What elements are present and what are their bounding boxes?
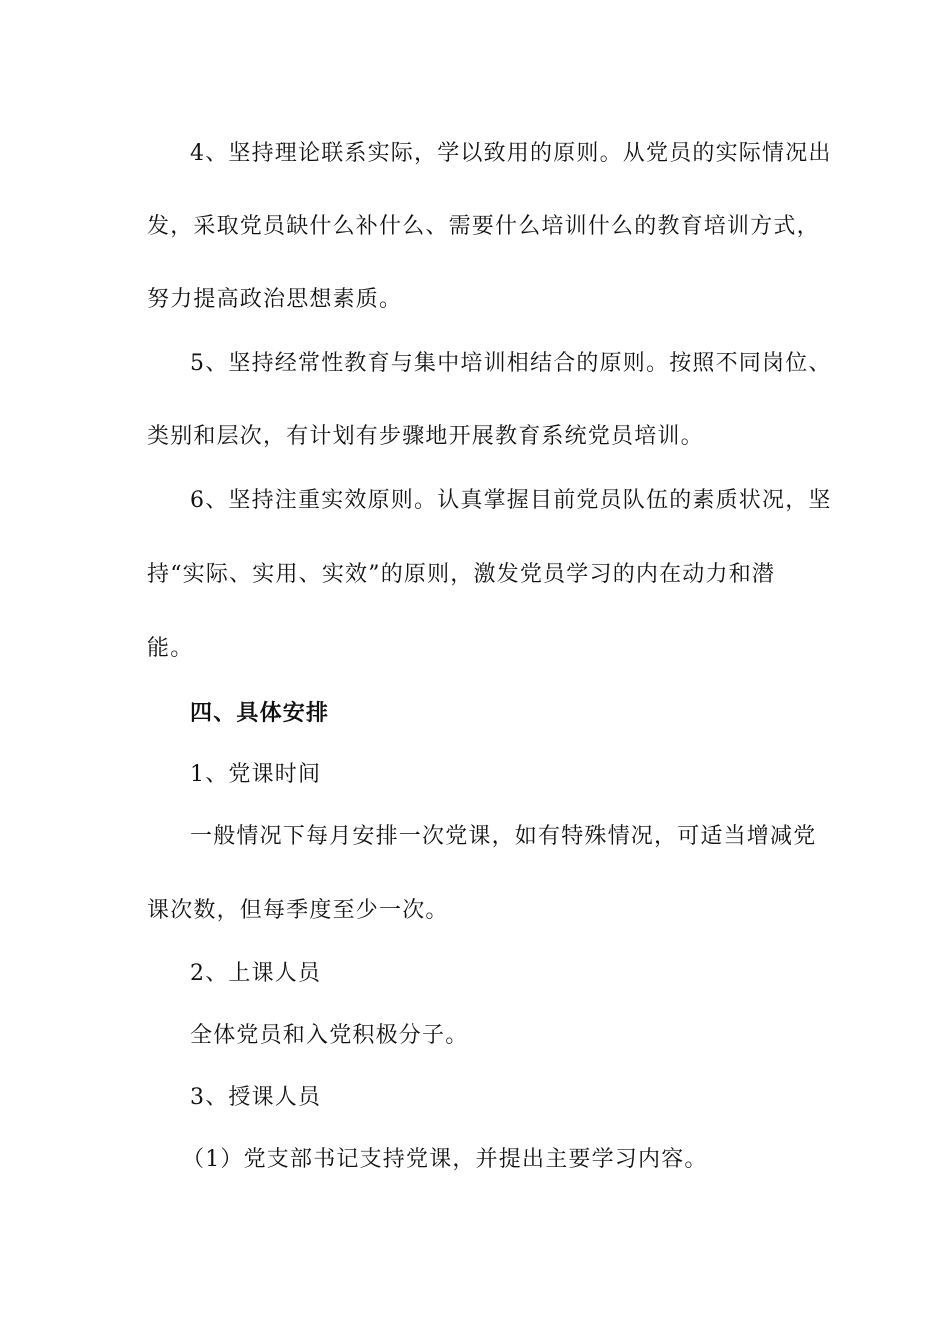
paragraph-line: 能。 [147,636,194,661]
section-heading: 四、具体安排 [190,701,330,726]
paragraph-line: 类别和层次，有计划有步骤地开展教育系统党员培训。 [147,424,704,449]
paragraph-line: 持“实际、实用、实效”的原则，激发党员学习的内在动力和潜 [147,562,776,587]
paragraph-line: 全体党员和入党积极分子。 [190,1023,469,1048]
paragraph-line: 6、坚持注重实效原则。认真掌握目前党员队伍的素质状况，坚 [190,488,832,513]
paragraph-line: 努力提高政治思想素质。 [147,287,403,312]
subsection-heading: 3、授课人员 [190,1085,322,1110]
paragraph-line: 5、坚持经常性教育与集中培训相结合的原则。按照不同岗位、 [190,351,832,376]
paragraph-line: 课次数，但每季度至少一次。 [147,898,449,923]
paragraph-line: 4、坚持理论联系实际，学以致用的原则。从党员的实际情况出 [190,141,832,166]
list-item: （1）党支部书记支持党课，并提出主要学习内容。 [182,1147,708,1172]
paragraph-line: 发，采取党员缺什么补什么、需要什么培训什么的教育培训方式， [147,214,820,239]
paragraph-line: 一般情况下每月安排一次党课，如有特殊情况，可适当增减党 [190,824,817,849]
subsection-heading: 2、上课人员 [190,961,322,986]
subsection-heading: 1、党课时间 [190,762,322,787]
